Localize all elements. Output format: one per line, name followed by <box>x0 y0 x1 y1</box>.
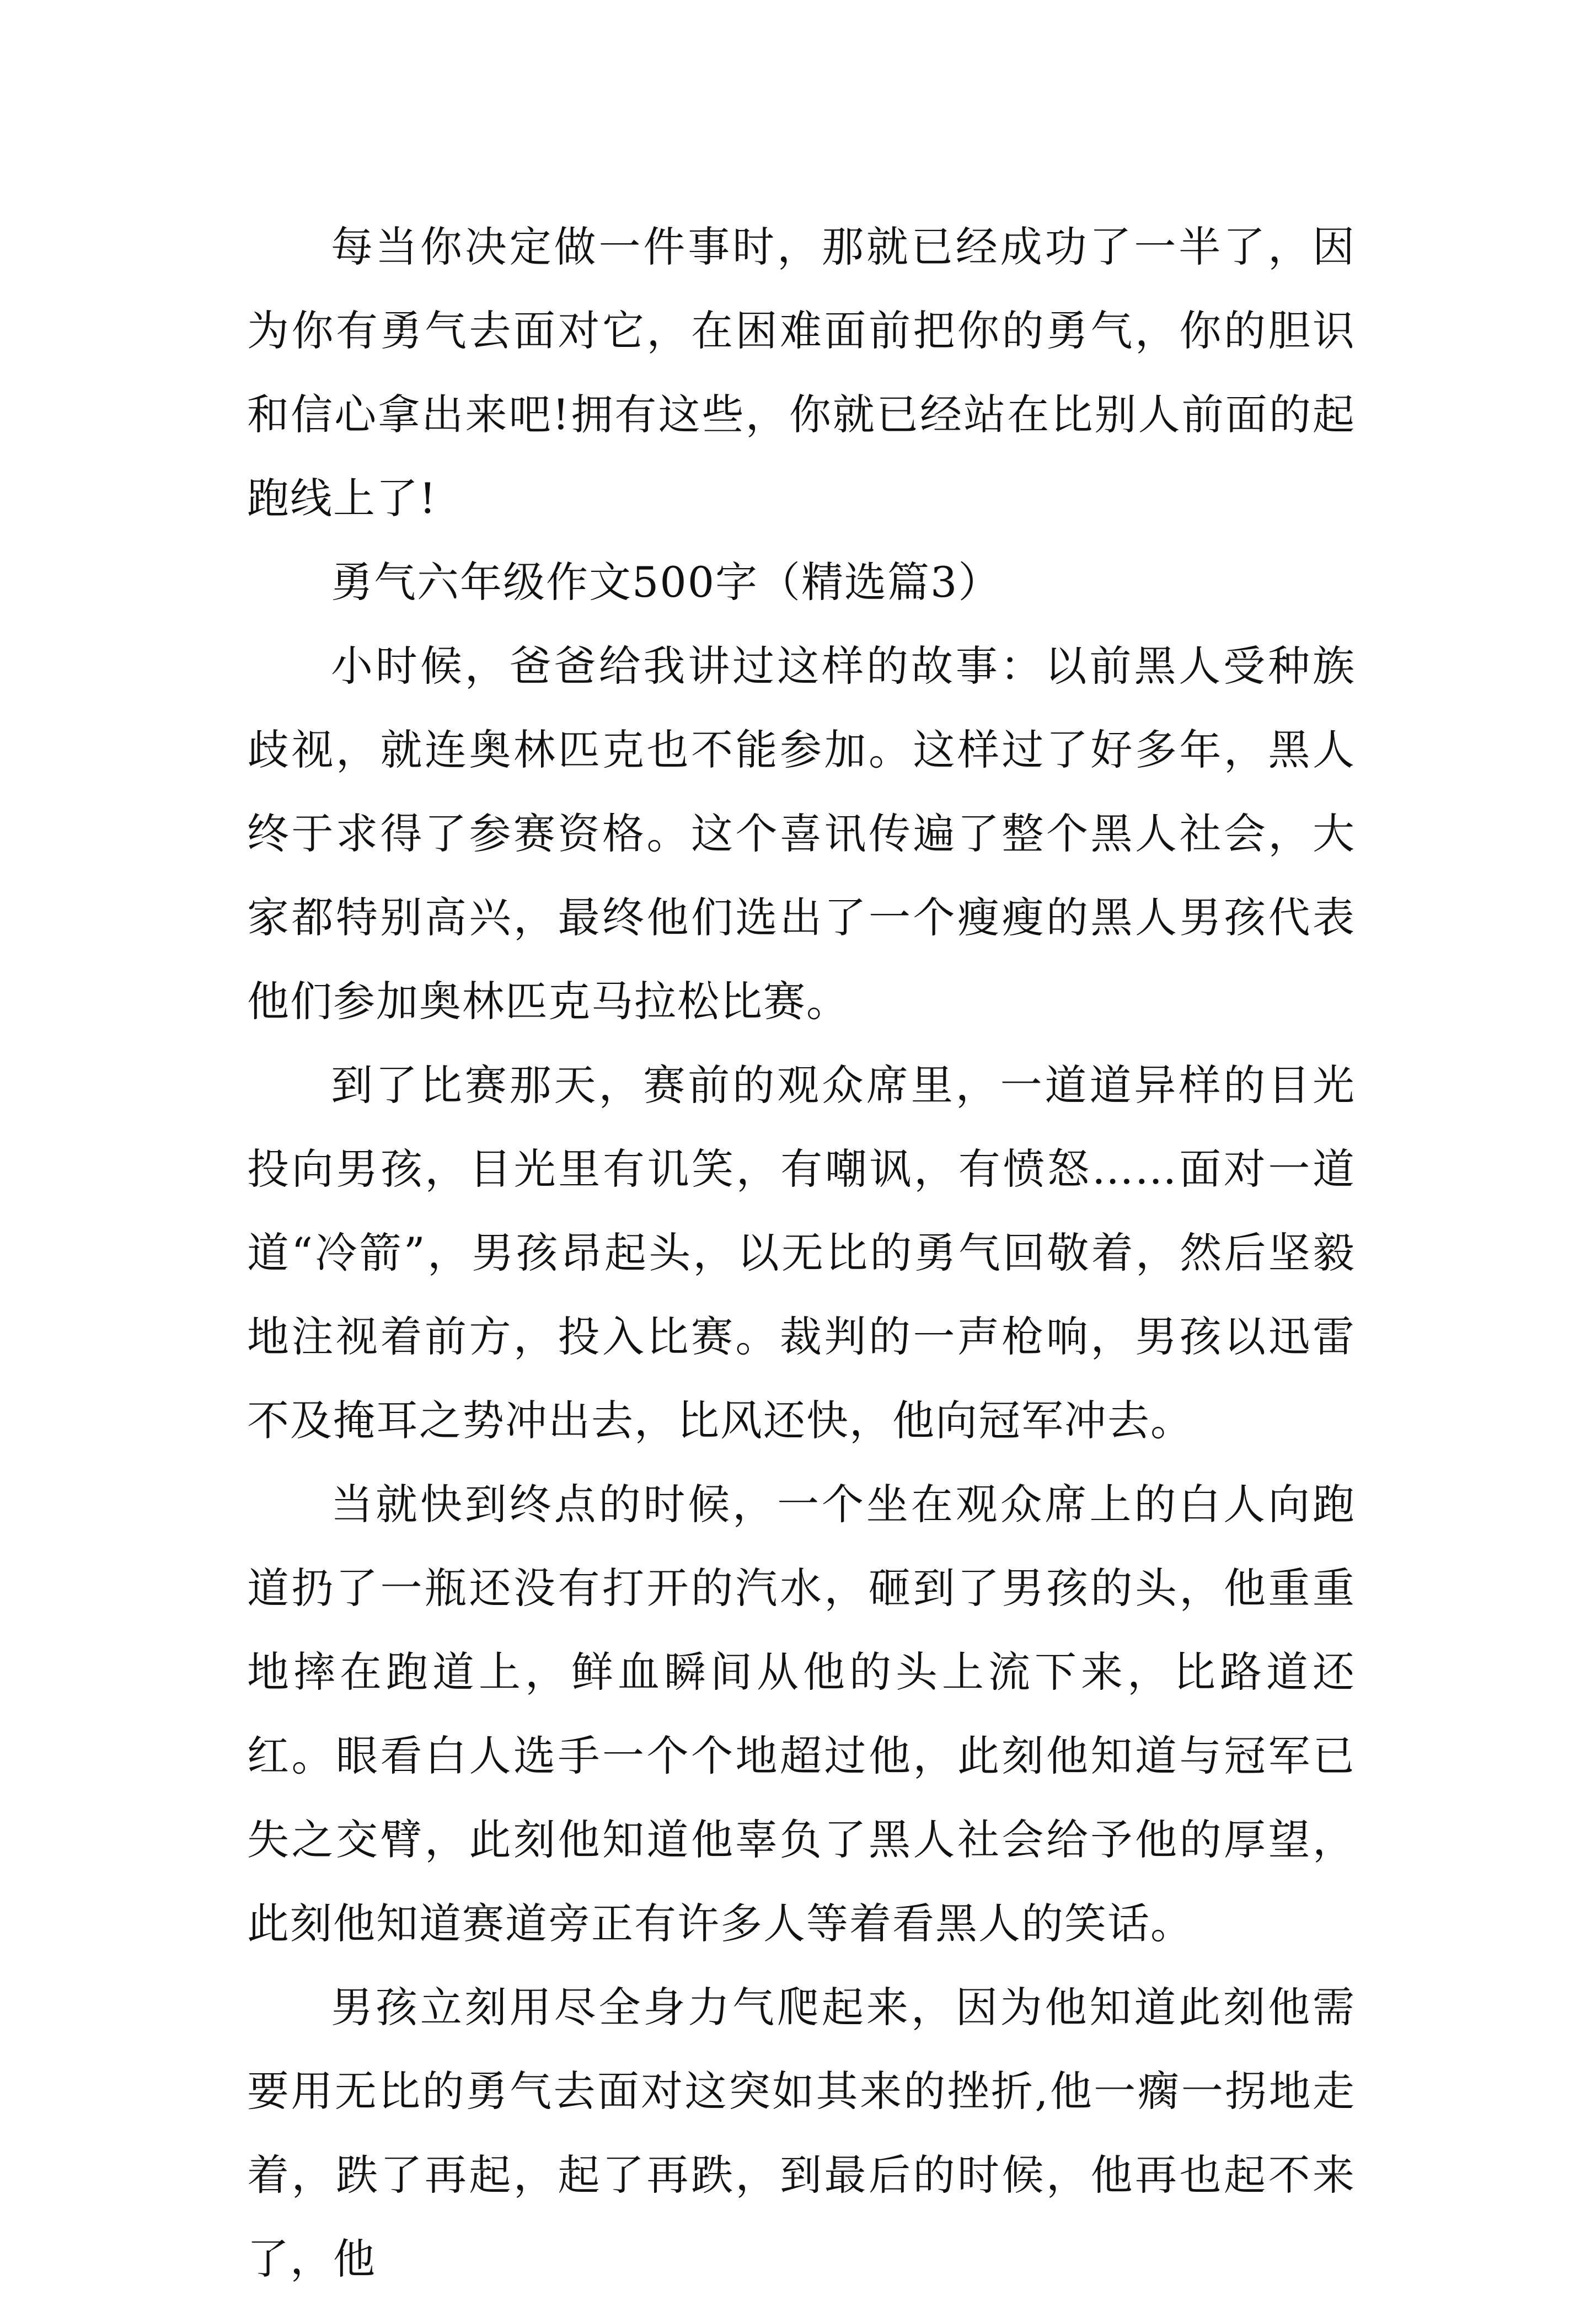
paragraph-fall: 当就快到终点的时候，一个坐在观众席上的白人向跑道扔了一瓶还没有打开的汽水，砸到了男孩的头，他重重地摔在跑道上，鲜血瞬间从他的头上流下来，比路道还红。眼看白人选手一个个地超过他，此刻他知道与冠军已失之交臂，此刻他知道他辜负了黑人社会给予他的厚望，此刻他知道赛道旁正有许多人等着看黑人的笑话。 <box>247 1480 1356 1948</box>
paragraph-courage-intro: 每当你决定做一件事时，那就已经成功了一半了，因为你有勇气去面对它，在困难面前把你的勇气，你的胆识和信心拿出来吧!拥有这些，你就已经站在比别人前面的起跑线上了! <box>247 222 1356 523</box>
paragraph-race-start: 到了比赛那天，赛前的观众席里，一道道异样的目光投向男孩，目光里有讥笑，有嘲讽，有愤怒……面对一道道“冷箭”，男孩昂起头，以无比的勇气回敬着，然后坚毅地注视着前方，投入比赛。裁判的一声枪响，男孩以迅雷不及掩耳之势冲出去，比风还快，他向冠军冲去。 <box>247 1061 1356 1445</box>
paragraph-story-beginning: 小时候，爸爸给我讲过这样的故事：以前黑人受种族歧视，就连奥林匹克也不能参加。这样过了好多年，黑人终于求得了参赛资格。这个喜讯传遍了整个黑人社会，大家都特别高兴，最终他们选出了一个瘦瘦的黑人男孩代表他们参加奥林匹克马拉松比赛。 <box>247 641 1356 1026</box>
paragraph-perseverance: 男孩立刻用尽全身力气爬起来，因为他知道此刻他需要用无比的勇气去面对这突如其来的挫折,他一瘸一拐地走着，跌了再起，起了再跌，到最后的时候，他再也起不来了，他 <box>247 1983 1356 2283</box>
document-page <box>247 205 1356 2301</box>
section-heading: 勇气六年级作文500字（精选篇3） <box>331 558 1001 607</box>
